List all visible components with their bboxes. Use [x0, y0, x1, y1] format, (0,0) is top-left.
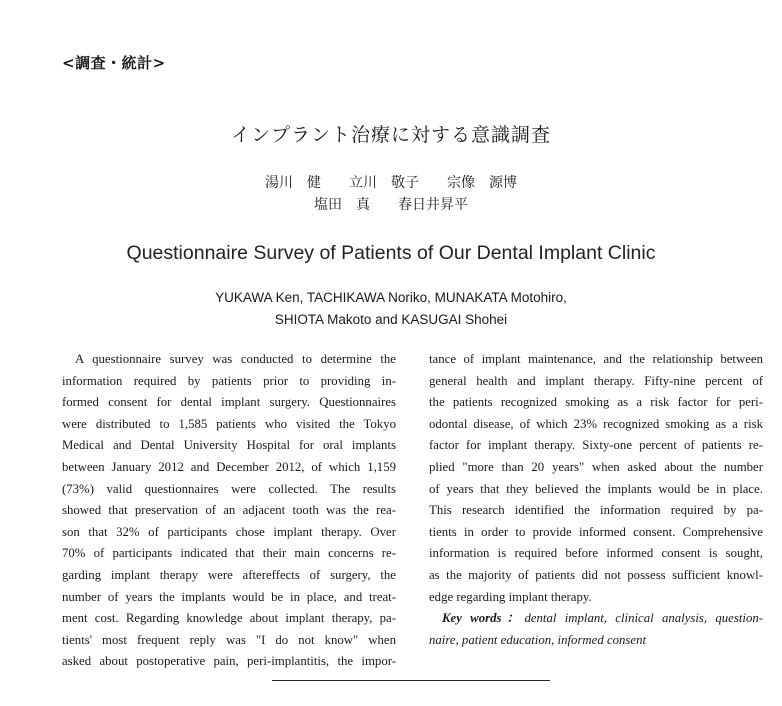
abstract-line: Medical and Dental University Hospital for oral implants	[62, 438, 396, 453]
english-title: Questionnaire Survey of Patients of Our Dental Implant Clinic	[126, 242, 656, 264]
abstract-left-column	[62, 349, 396, 673]
abstract-right-column	[429, 349, 763, 651]
keywords-line-1	[429, 608, 763, 630]
abstract-line: information is required before informed consent is sought,	[429, 546, 763, 561]
japanese-authors-line-2: 塩田 真 春日井昇平	[314, 197, 468, 213]
japanese-authors-line-1: 湯川 健 立川 敬子 宗像 源博	[265, 175, 517, 191]
abstract-line: ment cost. Regarding knowledge about implant therapy, pa-	[62, 611, 396, 626]
footnote-divider	[272, 680, 550, 681]
abstract-line: between January 2012 and December 2012, of which 1,159	[62, 459, 396, 474]
abstract-line: tients in order to provide informed consent. Comprehensive	[429, 524, 763, 539]
english-authors-line-2: SHIOTA Makoto and KASUGAI Shohei	[274, 312, 508, 327]
article-category: <調査・統計>	[62, 54, 166, 72]
abstract-line: edge regarding implant therapy.	[429, 589, 592, 604]
abstract-line: number of years the implants would be in place, and treat-	[62, 589, 396, 604]
keywords-label: Key words：	[442, 611, 525, 626]
abstract-line: showed that preservation of an adjacent tooth was the rea-	[62, 503, 396, 518]
english-authors-line-1: YUKAWA Ken, TACHIKAWA Noriko, MUNAKATA Motohiro,	[215, 290, 567, 305]
abstract-line: asked about postoperative pain, peri-implantitis, the impor-	[62, 654, 396, 669]
keywords-text: dental implant, clinical analysis, question-	[524, 611, 763, 626]
abstract-line: as the majority of patients did not possess sufficient knowl-	[429, 567, 763, 582]
abstract-line: A questionnaire survey was conducted to determine the	[75, 352, 396, 366]
abstract-line: were distributed to 1,585 patients who visited the Tokyo	[62, 416, 396, 431]
abstract-line: general health and implant therapy. Fifty-nine percent of	[429, 373, 763, 388]
abstract-line: odontal disease, of which 23% recognized smoking as a risk	[429, 416, 763, 431]
abstract-line: This research identified the information required by pa-	[429, 503, 763, 518]
abstract-line: of years that they believed the implants would be in place.	[429, 481, 763, 496]
abstract-line: factor for implant therapy. Sixty-one percent of patients re-	[429, 438, 763, 453]
abstract-line: (73%) valid questionnaires were collected. The results	[62, 481, 396, 496]
japanese-title: インプラント治療に対する意識調査	[230, 124, 551, 146]
abstract-line: tients' most frequent reply was "I do not know" when	[62, 632, 396, 647]
abstract-line: formed consent for dental implant surgery. Questionnaires	[62, 395, 396, 410]
abstract-line: the patients recognized smoking as a risk factor for peri-	[429, 395, 763, 410]
abstract-line: garding implant therapy were aftereffects of surgery, the	[62, 567, 396, 582]
abstract-line: son that 32% of participants chose implant therapy. Over	[62, 524, 396, 539]
abstract-line: tance of implant maintenance, and the relationship between	[429, 352, 763, 366]
abstract-line: information required by patients prior to providing in-	[62, 373, 396, 388]
abstract-line: 70% of participants indicated that their main concerns re-	[62, 546, 396, 561]
keywords-line-2: naire, patient education, informed consent	[429, 632, 647, 647]
abstract-line: plied "more than 20 years" when asked about the number	[429, 459, 763, 474]
